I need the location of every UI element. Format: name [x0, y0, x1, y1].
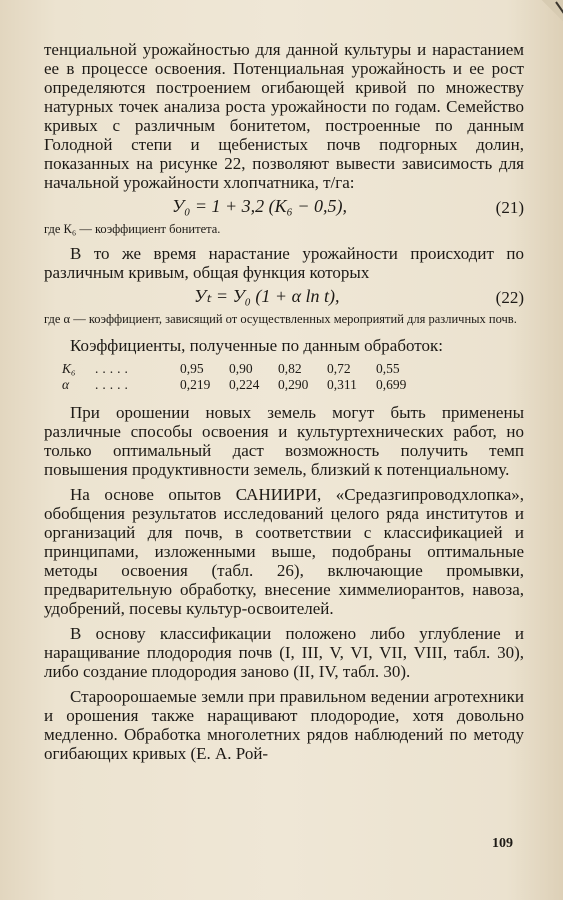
formula-22-number: (22) — [495, 288, 524, 307]
table-cell: 0,90 — [229, 361, 253, 376]
formula-21-expression: У₀ = 1 + 3,2 (К₆ − 0,5), — [172, 196, 348, 216]
table-cell: 0,224 — [229, 377, 260, 392]
coefficients-table — [62, 361, 425, 393]
table-row — [62, 361, 425, 377]
row-label: К₆ — [62, 361, 76, 376]
paragraph-3: Коэффициенты, полученные по данным обработок: — [70, 336, 443, 355]
page-content — [44, 40, 524, 763]
table-cell: 0,311 — [327, 377, 357, 392]
table-cell: 0,55 — [376, 361, 400, 376]
note-2: где α — коэффициент, зависящий от осуществленных мероприятий для различных почв. — [44, 312, 517, 326]
table-cell: 0,72 — [327, 361, 351, 376]
row-dots: ..... — [95, 361, 132, 376]
paragraph-6: В основу классификации положено либо углубление и наращивание плодородия почв (I, III, V, VI, VII, VIII, табл. 30), либо создание плодородия заново (II, IV, табл. 30). — [44, 624, 524, 681]
paragraph-1: тенциальной урожайностью для данной культуры и нарастанием ее в процессе освоения. Потенциальная урожайность и ее рост определяются построением огибающей кривой по множеству натурных точек анализа роста урожайности по годам. Семейство кривых с различным бонитетом, построенные по данным Голодной степи и щебенистых почв подгорных долин, показанных на рисунке 22, позволяют вывести зависимость для начальной урожайности хлопчатника, т/га: — [44, 40, 524, 192]
formula-21 — [44, 192, 524, 222]
paragraph-7: Староорошаемые земли при правильном ведении агротехники и орошения также наращивают плодородие, хотя довольно медленно. Обработка многолетних рядов наблюдений по методу огибающих кривых (Е. А. Рой- — [44, 687, 524, 763]
paragraph-5: На основе опытов САНИИРИ, «Средазгипроводхлопка», обобщения результатов исследований целого ряда институтов и организаций для почв, в соответствии с классификацией и принципами, изложенными выше, подобраны оптимальные методы освоения (табл. 26), включающие промывки, предварительную обработку, внесение химмелиорантов, навоза, удобрений, посевы культур-освоителей. — [44, 485, 524, 618]
table-cell: 0,95 — [180, 361, 204, 376]
note-1: где К₆ — коэффициент бонитета. — [44, 222, 221, 236]
paragraph-4: При орошении новых земель могут быть применены различные способы освоения и культуртехнических работ, но только оптимальный даст возможность получить темп повышения продуктивности земель, близкий к потенциальному. — [44, 403, 524, 479]
formula-21-number: (21) — [495, 198, 524, 217]
table-cell: 0,290 — [278, 377, 309, 392]
table-cell: 0,699 — [376, 377, 407, 392]
formula-22 — [44, 282, 524, 312]
row-dots: ..... — [95, 377, 132, 392]
table-row — [62, 377, 425, 393]
paragraph-2: В то же время нарастание урожайности происходит по различным кривым, общая функция которых — [44, 244, 524, 282]
table-cell: 0,82 — [278, 361, 302, 376]
formula-22-expression: Уₜ = У₀ (1 + α ln t), — [194, 286, 340, 306]
table-cell: 0,219 — [180, 377, 211, 392]
row-label: α — [62, 377, 70, 392]
page-number: 109 — [492, 836, 513, 851]
